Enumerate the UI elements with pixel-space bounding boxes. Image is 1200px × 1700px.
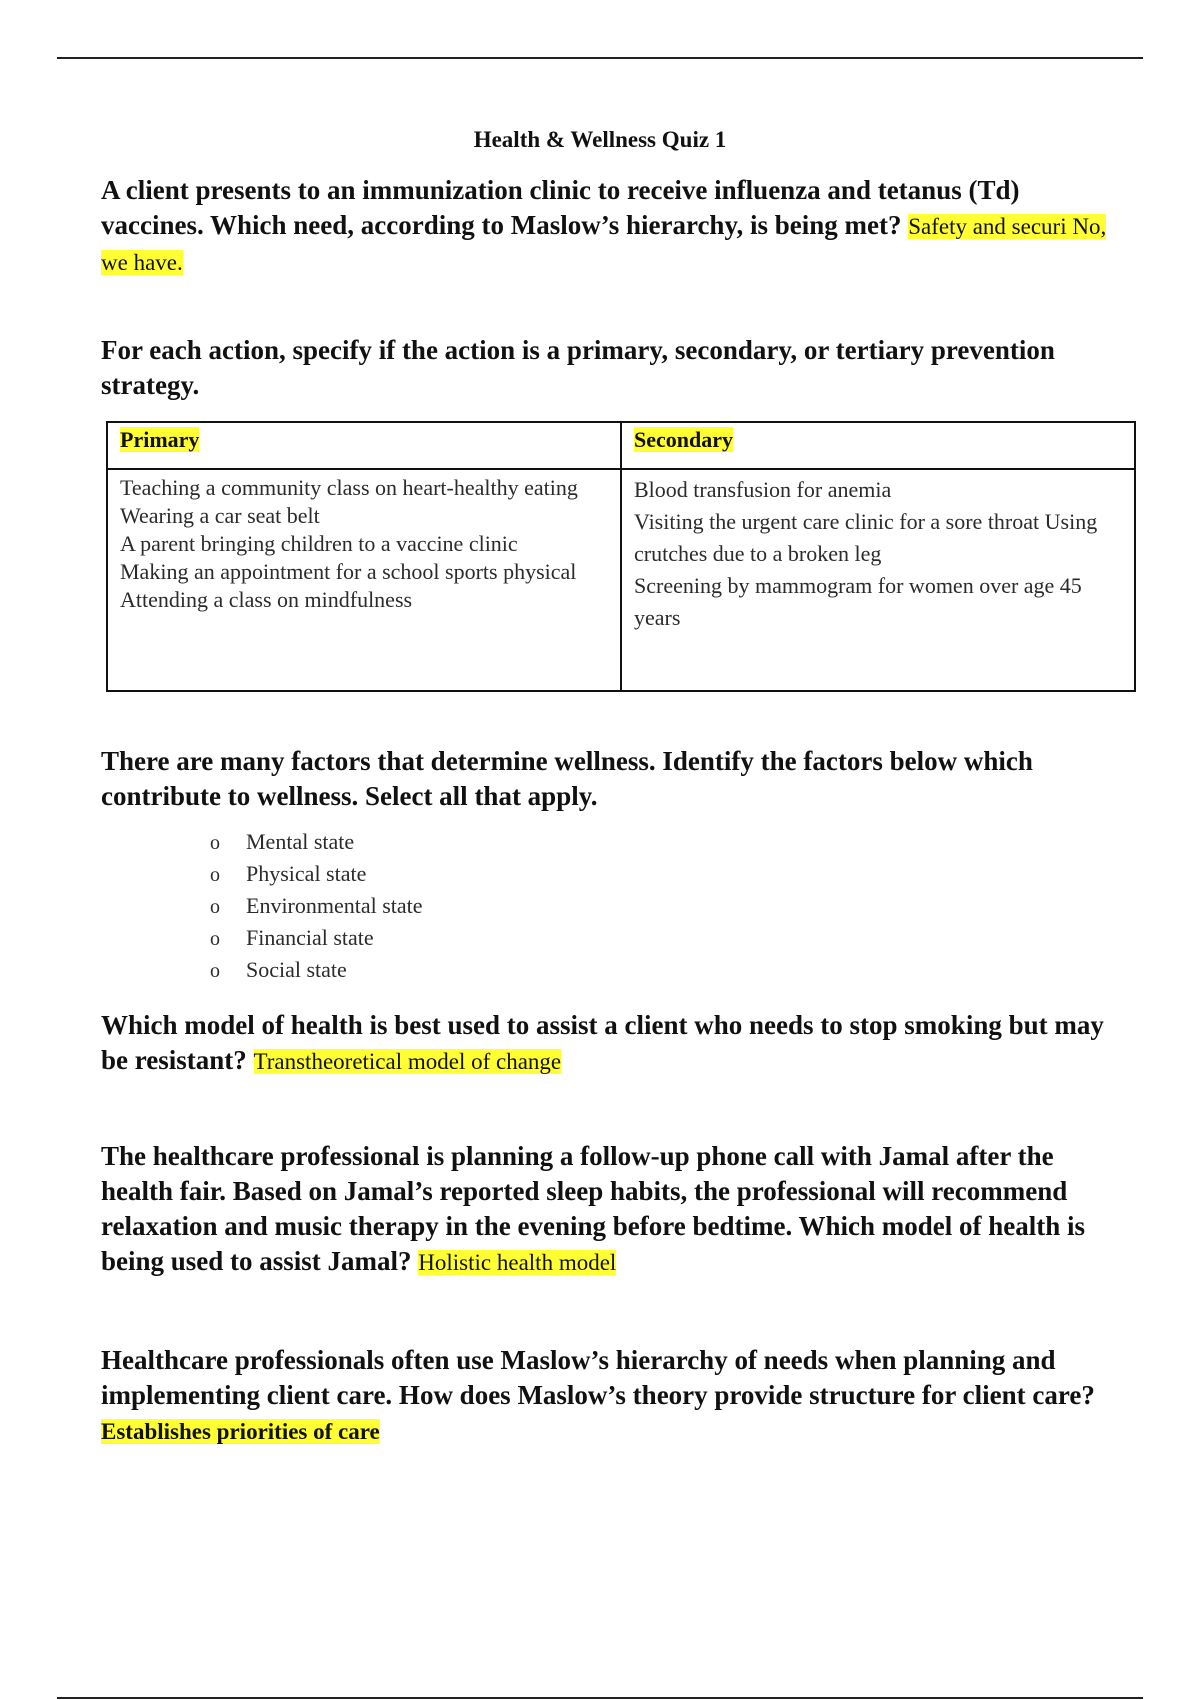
wellness-factors-list: [210, 826, 423, 986]
factor-label: Social state: [246, 957, 347, 982]
question-3: [101, 744, 1121, 814]
question-1: [101, 173, 1121, 280]
factor-label: Financial state: [246, 925, 374, 950]
question-5-text: The healthcare professional is planning a follow-up phone call with Jamal after the health fair. Based on Jamal’s reported sleep habits, the professional will recommend relaxation and music therapy in the evening before bedtime. Which model of health is being used to assist Jamal?: [101, 1141, 1086, 1276]
question-6: [101, 1343, 1121, 1449]
primary-header: Primary: [120, 427, 200, 452]
page-title: Health & Wellness Quiz 1: [473, 127, 727, 152]
bullet-icon: o: [210, 960, 220, 982]
prevention-table: [106, 421, 1136, 692]
list-item: [210, 922, 423, 954]
question-5-answer: Holistic health model: [418, 1250, 617, 1275]
factor-label: Physical state: [246, 861, 367, 886]
question-3-text: There are many factors that determine wellness. Identify the factors below which contribute to wellness. Select all that apply.: [101, 746, 1033, 811]
bullet-icon: o: [210, 864, 220, 886]
question-4-text: Which model of health is best used to assist a client who needs to stop smoking but may be resistant?: [101, 1010, 1104, 1075]
bullet-icon: o: [210, 928, 220, 950]
question-4: [101, 1008, 1121, 1079]
primary-header-cell: [107, 422, 621, 469]
question-4-answer: Transtheoretical model of change: [253, 1049, 562, 1074]
question-1-text: A client presents to an immunization clinic to receive influenza and tetanus (Td) vaccines. Which need, according to Maslow’s hierarchy, is being met?: [101, 175, 1020, 240]
question-2-text: For each action, specify if the action is a primary, secondary, or tertiary prevention strategy.: [101, 335, 1055, 400]
primary-item: A parent bringing children to a vaccine clinic: [120, 531, 518, 556]
question-2: [101, 333, 1121, 403]
list-item: [210, 890, 423, 922]
factor-label: Environmental state: [246, 893, 423, 918]
secondary-item: Screening by mammogram for women over age 45 years: [634, 573, 1082, 630]
primary-item: Making an appointment for a school sports physical: [120, 559, 577, 584]
primary-item: Attending a class on mindfulness: [120, 587, 413, 612]
bullet-icon: o: [210, 832, 220, 854]
bullet-icon: o: [210, 896, 220, 918]
list-item: [210, 826, 423, 858]
table-header-row: [107, 422, 1135, 469]
bottom-rule: [57, 1697, 1143, 1699]
primary-item: Wearing a car seat belt: [120, 503, 320, 528]
secondary-header: Secondary: [634, 427, 733, 452]
question-6-text: Healthcare professionals often use Maslow’s hierarchy of needs when planning and implementing client care. How does Maslow’s theory provide structure for client care?: [101, 1345, 1095, 1410]
question-6-answer: Establishes priorities of care: [101, 1419, 380, 1444]
question-5: [101, 1139, 1121, 1280]
secondary-item: Blood transfusion for anemia: [634, 477, 892, 502]
question-1-answer: Safety and securi No, we have.: [101, 214, 1107, 275]
list-item: [210, 858, 423, 890]
top-rule: [57, 57, 1143, 59]
primary-items-cell: [107, 469, 621, 691]
primary-item: Teaching a community class on heart-healthy eating: [120, 475, 578, 500]
table-row: [107, 469, 1135, 691]
secondary-header-cell: [621, 422, 1135, 469]
secondary-items-cell: [621, 469, 1135, 691]
list-item: [210, 954, 423, 986]
factor-label: Mental state: [246, 829, 355, 854]
secondary-item: Visiting the urgent care clinic for a sore throat Using crutches due to a broken leg: [634, 509, 1098, 566]
